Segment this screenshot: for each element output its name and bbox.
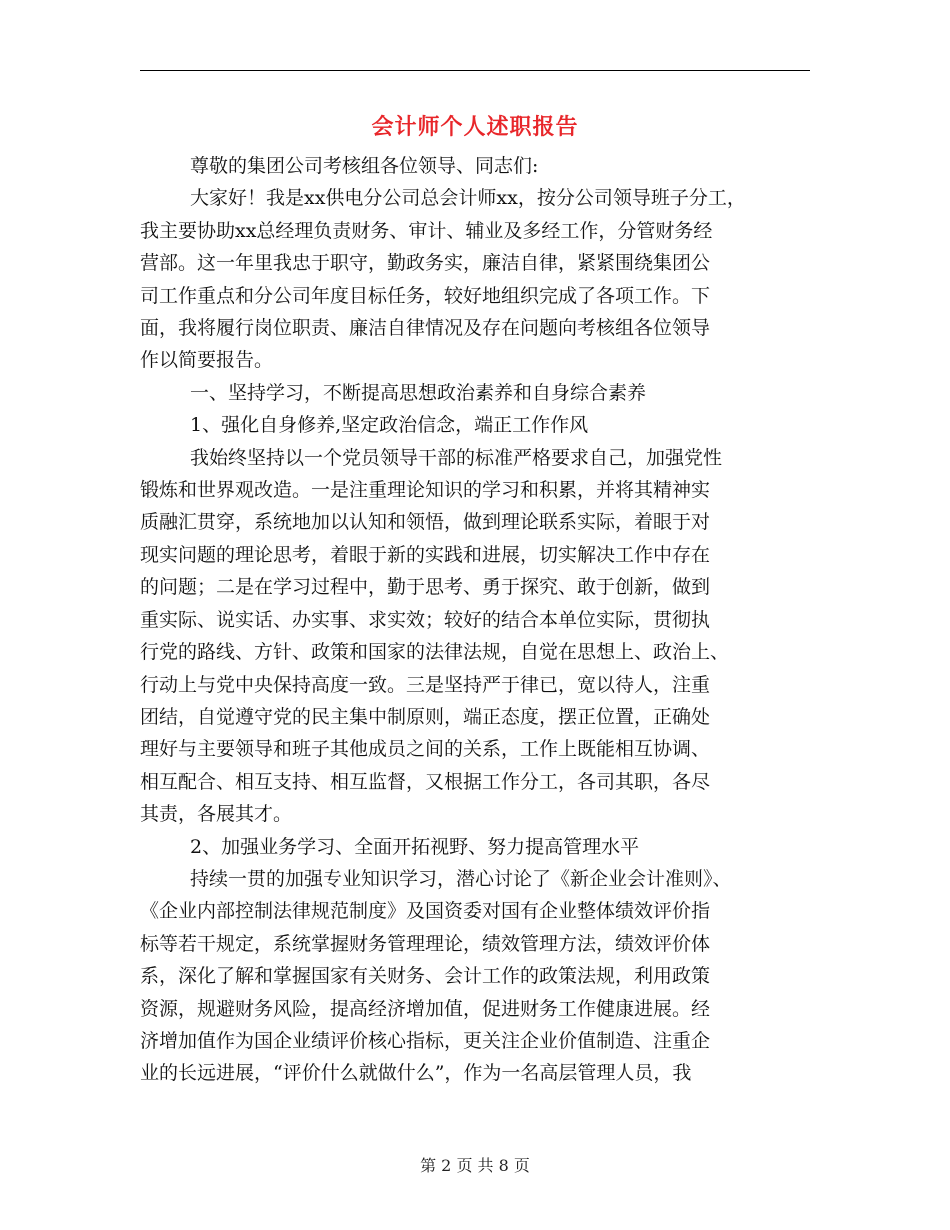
text-line: 2、加强业务学习、全面开拓视野、努力提高管理水平 xyxy=(190,835,640,858)
text-line: 行党的路线、方针、政策和国家的法律法规，自觉在思想上、政治上、 xyxy=(140,641,730,664)
text-line: 《企业内部控制法律规范制度》及国资委对国有企业整体绩效评价指 xyxy=(140,900,711,923)
text-line: 营部。这一年里我忠于职守，勤政务实，廉洁自律，紧紧围绕集团公 xyxy=(140,252,711,275)
text-line: 行动上与党中央保持高度一致。三是坚持严于律已，宽以待人，注重 xyxy=(140,673,711,696)
text-line: 锻炼和世界观改造。一是注重理论知识的学习和积累，并将其精神实 xyxy=(140,479,711,502)
text-line: 大家好！我是xx供电分公司总会计师xx，按分公司领导班子分工， xyxy=(190,187,746,210)
text-line: 1、强化自身修养,坚定政治信念，端正工作作风 xyxy=(190,414,589,437)
text-line: 质融汇贯穿，系统地加以认知和领悟，做到理论联系实际，着眼于对 xyxy=(140,511,711,534)
text-line: 作以简要报告。 xyxy=(140,349,274,372)
text-line: 济增加值作为国企业绩评价核心指标，更关注企业价值制造、注重企 xyxy=(140,1029,711,1052)
document-title: 会计师个人述职报告 xyxy=(371,114,579,140)
section-heading-1 xyxy=(140,377,810,409)
text-line: 理好与主要领导和班子其他成员之间的关系，工作上既能相互协调、 xyxy=(140,738,711,761)
text-line: 团结，自觉遵守党的民主集中制原则，端正态度，摆正位置，正确处 xyxy=(140,705,711,728)
text-line: 业的长远进展，“评价什么就做什么”，作为一名高层管理人员，我 xyxy=(140,1062,692,1085)
text-line: 其责，各展其才。 xyxy=(140,803,293,826)
text-line: 资源，规避财务风险，提高经济增加值，促进财务工作健康进展。经 xyxy=(140,997,711,1020)
text-line: 尊敬的集团公司考核组各位领导、同志们: xyxy=(190,155,539,177)
text-line: 重实际、说实话、办实事、求实效；较好的结合本单位实际，贯彻执 xyxy=(140,608,711,631)
text-line: 司工作重点和分公司年度目标任务，较好地组织完成了各项工作。下 xyxy=(140,284,711,307)
text-line: 一、坚持学习，不断提高思想政治素养和自身综合素养 xyxy=(190,381,647,404)
text-line: 的问题；二是在学习过程中，勤于思考、勇于探究、敢于创新，做到 xyxy=(140,576,711,599)
page-number-footer: 第 2 页 共 8 页 xyxy=(420,1156,530,1175)
paragraph-2 xyxy=(140,863,810,1090)
paragraph-greeting xyxy=(140,150,810,182)
paragraph-intro xyxy=(140,182,810,376)
subsection-heading-2 xyxy=(140,831,810,863)
text-line: 标等若干规定，系统掌握财务管理理论，绩效管理方法，绩效评价体 xyxy=(140,932,711,955)
text-line: 相互配合、相互支持、相互监督，又根据工作分工，各司其职，各尽 xyxy=(140,770,711,793)
header-rule xyxy=(140,70,810,71)
paragraph-1 xyxy=(140,442,810,831)
text-line: 系，深化了解和掌握国家有关财务、会计工作的政策法规，利用政策 xyxy=(140,965,711,988)
text-line: 面，我将履行岗位职责、廉洁自律情况及存在问题向考核组各位领导 xyxy=(140,317,711,340)
text-line: 现实问题的理论思考，着眼于新的实践和进展，切实解决工作中存在 xyxy=(140,543,711,566)
document-body xyxy=(140,150,810,1090)
subsection-heading-1 xyxy=(140,409,810,441)
text-line: 我主要协助xx总经理负责财务、审计、辅业及多经工作，分管财务经 xyxy=(140,219,713,242)
text-line: 持续一贯的加强专业知识学习，潜心讨论了《新企业会计准则》、 xyxy=(190,867,732,890)
text-line: 我始终坚持以一个党员领导干部的标准严格要求自己，加强党性 xyxy=(190,446,723,469)
